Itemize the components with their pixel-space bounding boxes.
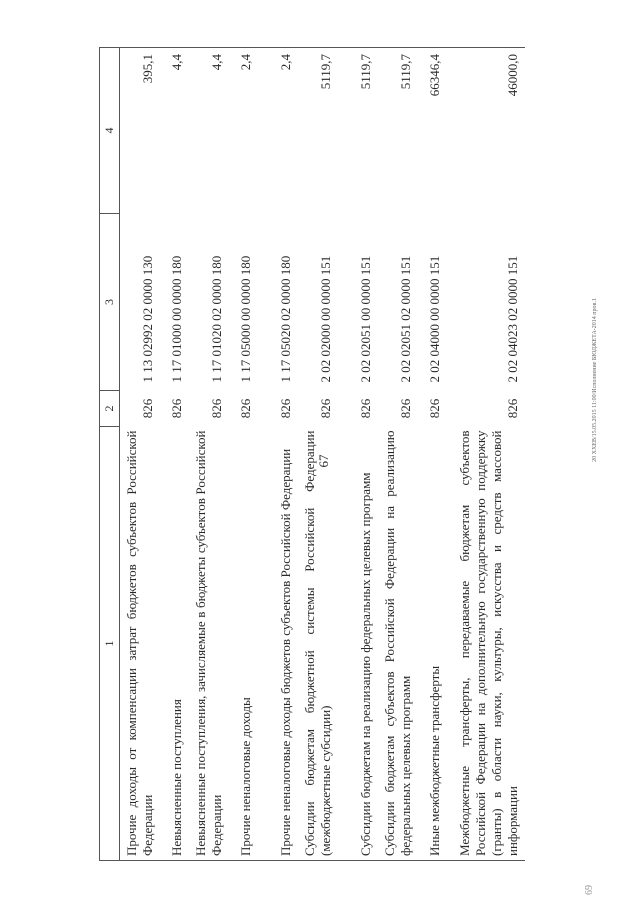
row-admin-code: 826 [397, 398, 413, 419]
row-amount: 2,4 [258, 48, 298, 214]
table-row [160, 48, 189, 861]
table-row [189, 48, 229, 861]
row-name: Субсидии бюджетам субъектов Российской Федерации на реализацию федеральных целевых программ [378, 427, 418, 861]
table-row [447, 48, 525, 861]
page-number: 67 [316, 454, 331, 468]
row-name: Субсидии бюджетам бюджетной системы Российской Федерации (межбюджетные субсидии) [298, 427, 338, 861]
row-kbk-code: 1 17 01000 00 0000 180 [168, 255, 184, 383]
row-name: Прочие неналоговые доходы [229, 427, 258, 861]
table-row [229, 48, 258, 861]
row-admin-code: 826 [168, 398, 184, 419]
row-amount: 2,4 [229, 48, 258, 214]
row-admin-code: 826 [317, 398, 333, 419]
row-admin-code: 826 [277, 398, 293, 419]
row-kbk-code: 2 02 04000 00 0000 151 [426, 255, 442, 383]
table-row [298, 48, 338, 861]
row-amount: 5119,7 [378, 48, 418, 214]
budget-table [99, 47, 525, 861]
header-col-4: 4 [100, 48, 120, 214]
row-amount: 5119,7 [338, 48, 378, 214]
table-header [100, 48, 120, 861]
row-admin-code: 826 [139, 398, 155, 419]
row-admin-code: 826 [357, 398, 373, 419]
row-name: Иные межбюджетные трансферты [418, 427, 447, 861]
row-amount: 4,4 [160, 48, 189, 214]
header-col-3: 3 [100, 214, 120, 391]
table-row [338, 48, 378, 861]
row-kbk-code: 2 02 02051 02 0000 151 [397, 255, 413, 383]
table-row [418, 48, 447, 861]
row-name: Субсидии бюджетам на реализацию федеральных целевых программ [338, 427, 378, 861]
row-name: Межбюджетные трансферты, передаваемые бюджетам субъектов Российской Федерации на дополнительную государственную поддержку (гранты) в области науки, культуры, искусства и средств массовой информации [447, 427, 525, 861]
row-amount: 395,1 [120, 48, 160, 214]
table-row [120, 48, 160, 861]
row-name: Прочие неналоговые доходы бюджетов субъектов Российской Федерации [258, 427, 298, 861]
table-row [378, 48, 418, 861]
row-kbk-code: 1 17 05000 00 0000 180 [237, 255, 253, 383]
row-amount: 46000,0 [447, 48, 525, 214]
row-name: Невыясненные поступления, зачисляемые в бюджеты субъектов Российской Федерации [189, 427, 229, 861]
footer-file-note: 20 ХХЕВ/15.05.2015 11:00/Исполнение БЮДЖЕТА-2014 пров.1 [592, 298, 598, 462]
row-kbk-code: 1 17 05020 02 0000 180 [277, 255, 293, 383]
row-admin-code: 826 [426, 398, 442, 419]
row-kbk-code: 1 17 01020 02 0000 180 [208, 255, 224, 383]
row-amount: 4,4 [189, 48, 229, 214]
row-admin-code: 826 [504, 398, 520, 419]
table-body [120, 48, 525, 861]
row-kbk-code: 2 02 02000 00 0000 151 [317, 255, 333, 383]
corner-mark: 69 [584, 885, 595, 895]
row-amount: 66346,4 [418, 48, 447, 214]
row-kbk-code: 1 13 02992 02 0000 130 [139, 255, 155, 383]
header-col-1: 1 [100, 427, 120, 861]
table-row [258, 48, 298, 861]
header-col-2: 2 [100, 391, 120, 427]
row-kbk-code: 2 02 02051 00 0000 151 [357, 255, 373, 383]
row-name: Невыясненные поступления [160, 427, 189, 861]
row-admin-code: 826 [208, 398, 224, 419]
header-row [100, 48, 120, 861]
row-name: Прочие доходы от компенсации затрат бюджетов субъектов Российской Федерации [120, 427, 160, 861]
rotated-table-container [99, 48, 529, 861]
row-admin-code: 826 [237, 398, 253, 419]
row-amount: 5119,7 [298, 48, 338, 214]
row-kbk-code: 2 02 04023 02 0000 151 [504, 255, 520, 383]
